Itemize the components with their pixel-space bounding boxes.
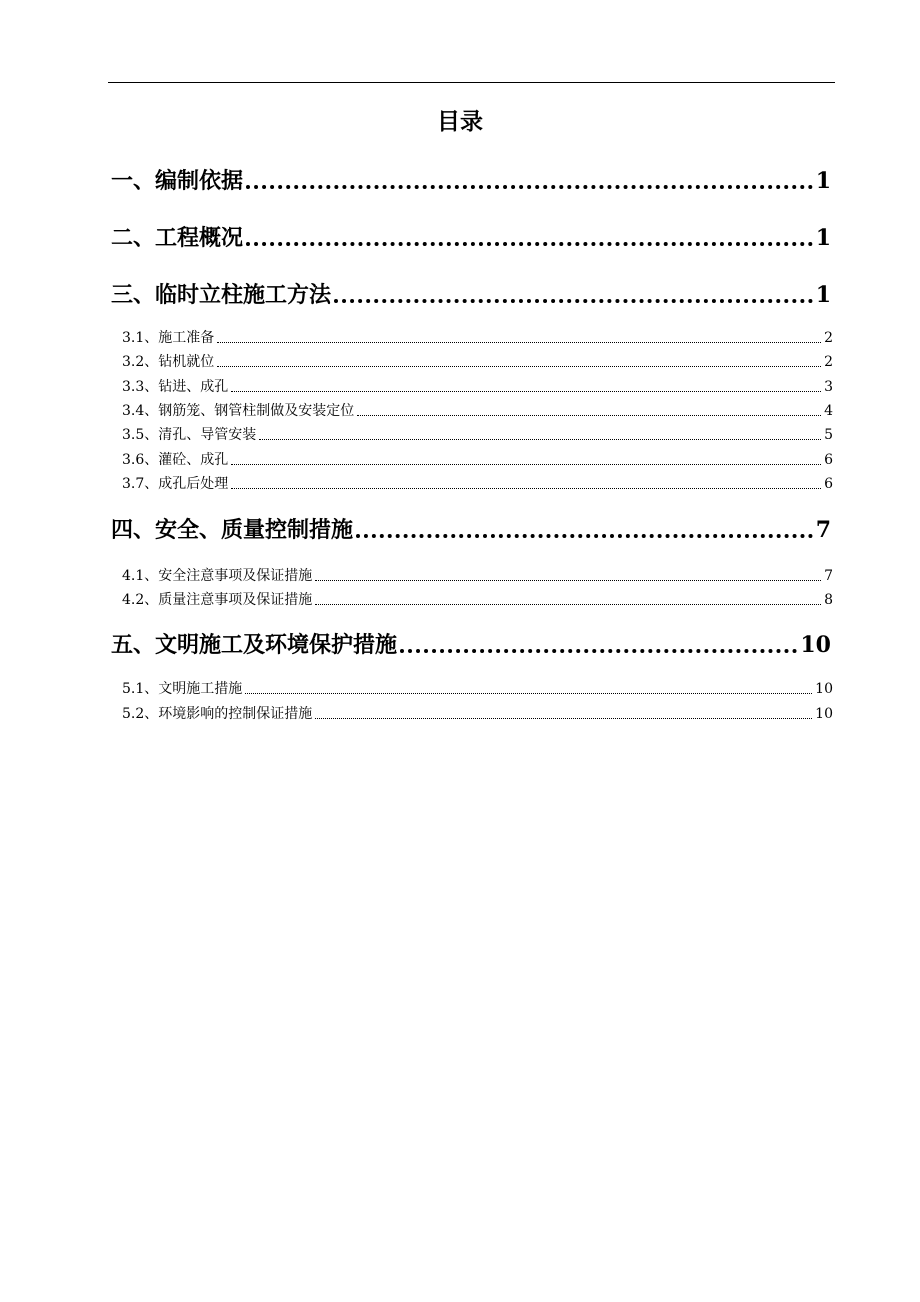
- toc-entry-label: 二、工程概况: [111, 225, 244, 251]
- toc-entry-3-2[interactable]: [122, 352, 833, 372]
- toc-entry-label: 3.1、施工准备: [122, 330, 215, 346]
- toc-entry-label: 四、安全、质量控制措施: [111, 517, 354, 543]
- toc-entry-label: 3.7、成孔后处理: [122, 476, 229, 492]
- toc-entry-page: 6: [824, 476, 833, 492]
- toc-entry-label: 5.1、文明施工措施: [122, 681, 243, 697]
- toc-entry-page: 7: [815, 517, 831, 543]
- toc-entry-page: 10: [800, 632, 831, 658]
- toc-entry-page: 7: [824, 568, 833, 584]
- dot-leader: [400, 649, 797, 653]
- toc-entry-5[interactable]: [111, 630, 831, 660]
- toc-entry-label: 五、文明施工及环境保护措施: [111, 632, 398, 658]
- dot-leader: [246, 185, 813, 189]
- toc-entry-page: 8: [824, 592, 833, 608]
- toc-entry-label: 一、编制依据: [111, 168, 244, 194]
- toc-entry-page: 1: [815, 168, 831, 194]
- dot-leader: [315, 604, 821, 605]
- toc-entry-3-4[interactable]: [122, 401, 833, 421]
- page-title: 目录: [437, 108, 483, 135]
- dot-leader: [259, 439, 821, 440]
- toc-entry-label: 4.1、安全注意事项及保证措施: [122, 568, 313, 584]
- toc-entry-label: 5.2、环境影响的控制保证措施: [122, 706, 313, 722]
- toc-entry-label: 三、临时立柱施工方法: [111, 282, 332, 308]
- toc-entry-label: 3.4、钢筋笼、钢管柱制做及安装定位: [122, 403, 355, 419]
- toc-entry-1[interactable]: [111, 166, 831, 196]
- toc-entry-4[interactable]: [111, 515, 831, 545]
- dot-leader: [245, 693, 812, 694]
- toc-entry-label: 3.5、清孔、导管安装: [122, 427, 257, 443]
- toc-entry-3-3[interactable]: [122, 377, 833, 397]
- toc-entry-4-2[interactable]: [122, 590, 833, 610]
- toc-entry-page: 6: [824, 452, 833, 468]
- toc-entry-3-6[interactable]: [122, 450, 833, 470]
- toc-entry-page: 5: [824, 427, 833, 443]
- dot-leader: [231, 464, 821, 465]
- toc-entry-3-1[interactable]: [122, 328, 833, 348]
- toc-entry-page: 2: [824, 354, 833, 370]
- dot-leader: [356, 534, 813, 538]
- dot-leader: [231, 488, 821, 489]
- toc-entry-page: 1: [815, 282, 831, 308]
- toc-entry-page: 4: [824, 403, 833, 419]
- toc-entry-3[interactable]: [111, 280, 831, 310]
- toc-entry-2[interactable]: [111, 223, 831, 253]
- toc-entry-page: 3: [824, 379, 833, 395]
- dot-leader: [357, 415, 821, 416]
- toc-entry-5-1[interactable]: [122, 679, 833, 699]
- dot-leader: [217, 342, 821, 343]
- toc-entry-page: 10: [815, 706, 833, 722]
- toc-entry-4-1[interactable]: [122, 566, 833, 586]
- toc-entry-3-7[interactable]: [122, 474, 833, 494]
- dot-leader: [246, 242, 813, 246]
- toc-entry-3-5[interactable]: [122, 425, 833, 445]
- dot-leader: [315, 718, 812, 719]
- toc-entry-label: 3.2、钻机就位: [122, 354, 215, 370]
- toc-entry-label: 4.2、质量注意事项及保证措施: [122, 592, 313, 608]
- toc-entry-page: 10: [815, 681, 833, 697]
- toc-entry-5-2[interactable]: [122, 704, 833, 724]
- toc-entry-page: 1: [815, 225, 831, 251]
- toc-entry-label: 3.6、灌砼、成孔: [122, 452, 229, 468]
- dot-leader: [231, 391, 821, 392]
- toc-entry-page: 2: [824, 330, 833, 346]
- toc-entry-label: 3.3、钻进、成孔: [122, 379, 229, 395]
- dot-leader: [217, 366, 821, 367]
- dot-leader: [334, 299, 813, 303]
- dot-leader: [315, 580, 821, 581]
